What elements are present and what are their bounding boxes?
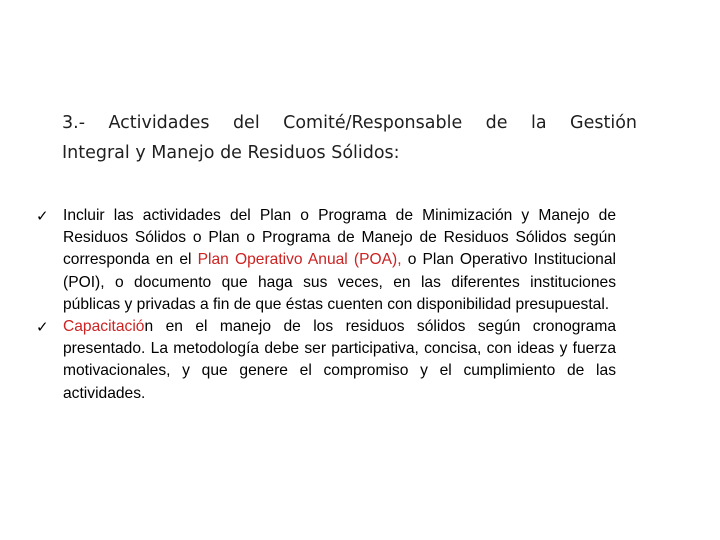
checkmark-icon: ✓: [36, 207, 49, 225]
heading-line-1: 3.- Actividades del Comité/Responsable de la Gestión: [62, 113, 637, 133]
activity-list: [36, 205, 616, 405]
list-item: [36, 205, 616, 316]
list-item: [36, 316, 616, 405]
section-heading: [62, 108, 637, 168]
heading-line-2: Integral y Manejo de Residuos Sólidos:: [62, 143, 400, 163]
item-text-end: n en el manejo de los residuos sólidos según cronograma presentado. La metodología debe ser participativa, concisa, con ideas y fuerza motivacionales, y que genere el compromiso y el cumplimiento de las actividades.: [63, 318, 616, 402]
checkmark-icon: ✓: [36, 318, 49, 337]
item-text-end: o Plan Operativo Institucional (POI), o documento que haga sus veces, en las diferentes instituciones públicas y privadas a fin de que éstas cuenten con disponibilidad presupuestal.: [63, 251, 616, 313]
item-highlight: Capacitació: [63, 318, 145, 336]
item-highlight: Plan Operativo Anual (POA),: [197, 251, 402, 269]
item-text-start: Incluir las actividades del Plan o Programa de Minimización y Manejo de Residuos Sólidos o Plan o Programa de Manejo de Residuos Sólidos según corresponda en el: [63, 207, 616, 269]
